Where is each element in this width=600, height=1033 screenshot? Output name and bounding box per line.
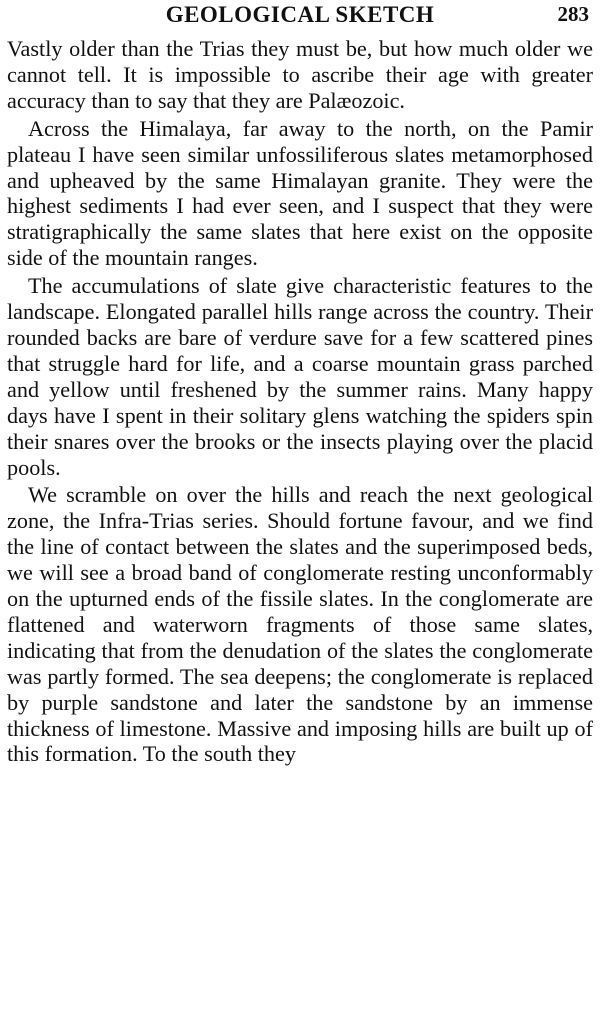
running-title: GEOLOGICAL SKETCH [165, 2, 435, 27]
paragraph-4: We scramble on over the hills and reach the next geological zone, the Infra-Trias series. Should fortune favour, and we find the line of contact between the slates and the superimposed beds, we will see a broad band of conglomerate resting unconformably on the upturned ends of the fissile slates. In the conglomerate are flattened and waterworn fragments of those same slates, indicating that from the denudation of the slates the conglomerate was partly formed. The sea deepens; the conglomerate is replaced by purple sandstone and later the sandstone by an immense thickness of limestone. Massive and imposing hills are built up of this formation. To the south they [7, 482, 593, 767]
body-text [7, 36, 593, 767]
paragraph-3: The accumulations of slate give characteristic features to the landscape. Elongated parallel hills range across the country. Their rounded backs are bare of verdure save for a few scattered pines that struggle hard for life, and a coarse mountain grass parched and yellow until freshened by the summer rains. Many happy days have I spent in their solitary glens watching the spiders spin their snares over the brooks or the insects playing over the placid pools. [7, 273, 593, 480]
page-number: 283 [557, 2, 589, 26]
paragraph-2: Across the Himalaya, far away to the north, on the Pamir plateau I have seen similar unfossiliferous slates metamorphosed and upheaved by the same Himalayan granite. They were the highest sediments I had ever seen, and I suspect that they were stratigraphically the same slates that here exist on the opposite side of the mountain ranges. [7, 115, 593, 271]
running-head [7, 0, 593, 36]
paragraph-1: Vastly older than the Trias they must be, but how much older we cannot tell. It is impossible to ascribe their age with greater accuracy than to say that they are Palæozoic. [7, 36, 593, 113]
